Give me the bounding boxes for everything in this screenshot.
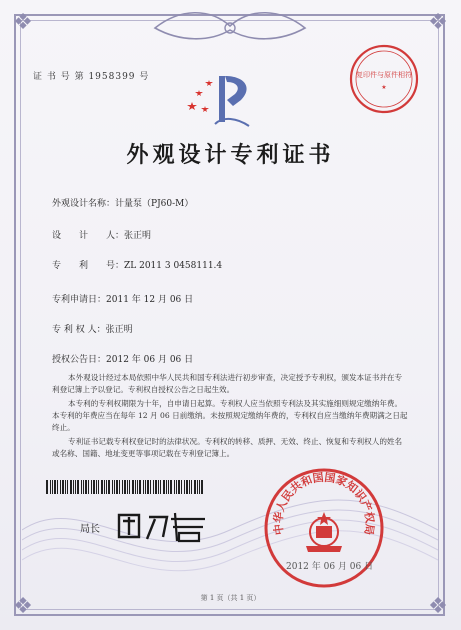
barcode-bar (81, 480, 82, 494)
barcode-bar (104, 480, 105, 494)
grant-date-value: 2012 年 06 月 06 日 (106, 355, 194, 365)
paragraph-1: 本外观设计经过本局依照中华人民共和国专利法进行初步审查，决定授予专利权，颁发本证书并在专利登记簿上予以登记。专利权自授权公告之日起生效。 (52, 373, 403, 394)
barcode-bar (194, 480, 196, 494)
barcode-bar (96, 480, 97, 494)
barcode-bar (137, 480, 138, 494)
barcode-bar (143, 480, 144, 494)
barcode-bar (197, 480, 198, 494)
grant-date-label: 授权公告日： (52, 355, 107, 365)
barcode-bar (116, 480, 118, 494)
barcode-bar (54, 480, 56, 494)
barcode-bar (158, 480, 159, 494)
design-name-label: 外观设计名称： (52, 199, 116, 209)
barcode-bar (85, 480, 87, 494)
barcode-bar (65, 480, 66, 494)
page-footer: 第 1 页（共 1 页） (200, 594, 261, 602)
director-label: 局长 (80, 524, 100, 535)
designer-row (52, 228, 151, 241)
corner-ornament-icon: ❖ (428, 594, 448, 619)
barcode-bar (70, 480, 72, 494)
barcode-bar (135, 480, 136, 494)
svg-text:中华人民共和国国家知识产权局 (271, 470, 378, 536)
barcode-bar (108, 480, 110, 494)
barcode-bar (168, 480, 169, 494)
barcode-bar (112, 480, 113, 494)
corner-ornament-icon: ❖ (13, 10, 33, 35)
barcode-bar (98, 480, 99, 494)
barcode-bar (199, 480, 200, 494)
seal-text: 中华人民共和国国家知识产权局 (271, 470, 377, 536)
barcode-bar (181, 480, 182, 494)
barcode-bar (119, 480, 120, 494)
paragraph-2: 本专利的专利权期限为十年，自申请日起算。专利权人应当依照专利法及其实施细则规定缴纳年费。本专利的年费应当在每年 12 月 06 日前缴纳。未按照规定缴纳年费的，专利权自应当缴纳年费期满之日起终止。 (52, 399, 408, 432)
barcode-bar (93, 480, 95, 494)
barcode-bar (176, 480, 177, 494)
barcode-bar (184, 480, 185, 494)
barcode-bar (129, 480, 130, 494)
top-scroll-ornament-icon (150, 8, 310, 48)
barcode-bar (132, 480, 134, 494)
paragraph-3: 专利证书记载专利权登记时的法律状况。专利权的转移、质押、无效、终止、恢复和专利权人的姓名或名称、国籍、地址变更等事项记载在专利登记簿上。 (52, 437, 403, 458)
barcode-bar (147, 480, 149, 494)
barcode-bar (163, 480, 165, 494)
barcode-bar (178, 480, 180, 494)
patent-number-label: 专 利 号： (52, 261, 125, 271)
barcode-bar (166, 480, 167, 494)
barcode-bar (60, 480, 61, 494)
barcode-bar (46, 480, 48, 494)
barcode-bar (101, 480, 103, 494)
barcode-bar (114, 480, 115, 494)
barcode-icon (46, 480, 206, 494)
barcode-bar (160, 480, 161, 494)
barcode-bar (153, 480, 154, 494)
barcode-bar (73, 480, 74, 494)
barcode-bar (67, 480, 68, 494)
patentee-label: 专 利 权 人： (52, 325, 106, 335)
design-name-value: 计量泵（PJ60-M） (115, 199, 194, 209)
patent-number-row (52, 258, 222, 271)
top-stamp-text: 复印件与原件相符 (356, 71, 412, 79)
barcode-bar (106, 480, 107, 494)
barcode-bar (191, 480, 192, 494)
barcode-bar (75, 480, 76, 494)
barcode-bar (139, 480, 141, 494)
barcode-bar (88, 480, 89, 494)
barcode-bar (174, 480, 175, 494)
certificate-title: 外观设计专利证书 (126, 142, 335, 168)
design-name-row (52, 196, 193, 209)
barcode-bar (145, 480, 146, 494)
barcode-bar (201, 480, 203, 494)
filing-date-value: 2011 年 12 月 06 日 (106, 295, 194, 305)
certificate-number: 证 书 号 第 1958399 号 (33, 72, 150, 82)
patentee-row (52, 322, 133, 335)
barcode-bar (50, 480, 51, 494)
designer-label: 设 计 人： (52, 231, 125, 241)
grant-date-row (52, 352, 193, 365)
patentee-value: 张正明 (105, 325, 133, 335)
barcode-bar (127, 480, 128, 494)
barcode-bar (57, 480, 58, 494)
filing-date-row (52, 292, 193, 305)
top-right-stamp-icon (348, 43, 420, 115)
barcode-bar (155, 480, 157, 494)
barcode-bar (77, 480, 79, 494)
barcode-bar (122, 480, 123, 494)
barcode-bar (52, 480, 53, 494)
patent-office-logo-icon (183, 66, 261, 132)
barcode-bar (150, 480, 151, 494)
barcode-bar (170, 480, 172, 494)
svg-text:★: ★ (381, 84, 387, 91)
seal-date: 2012 年 06 月 06 日 (286, 562, 374, 572)
director-signature-icon (115, 507, 215, 545)
barcode-bar (189, 480, 190, 494)
patent-number-value: ZL 2011 3 0458111.4 (124, 261, 223, 271)
barcode-bar (186, 480, 188, 494)
barcode-bar (62, 480, 64, 494)
corner-ornament-icon: ❖ (428, 10, 448, 35)
filing-date-label: 专利申请日： (52, 295, 107, 305)
barcode-bar (124, 480, 126, 494)
barcode-bar (83, 480, 84, 494)
designer-value: 张正明 (124, 231, 152, 241)
corner-ornament-icon: ❖ (13, 594, 33, 619)
barcode-bar (91, 480, 92, 494)
